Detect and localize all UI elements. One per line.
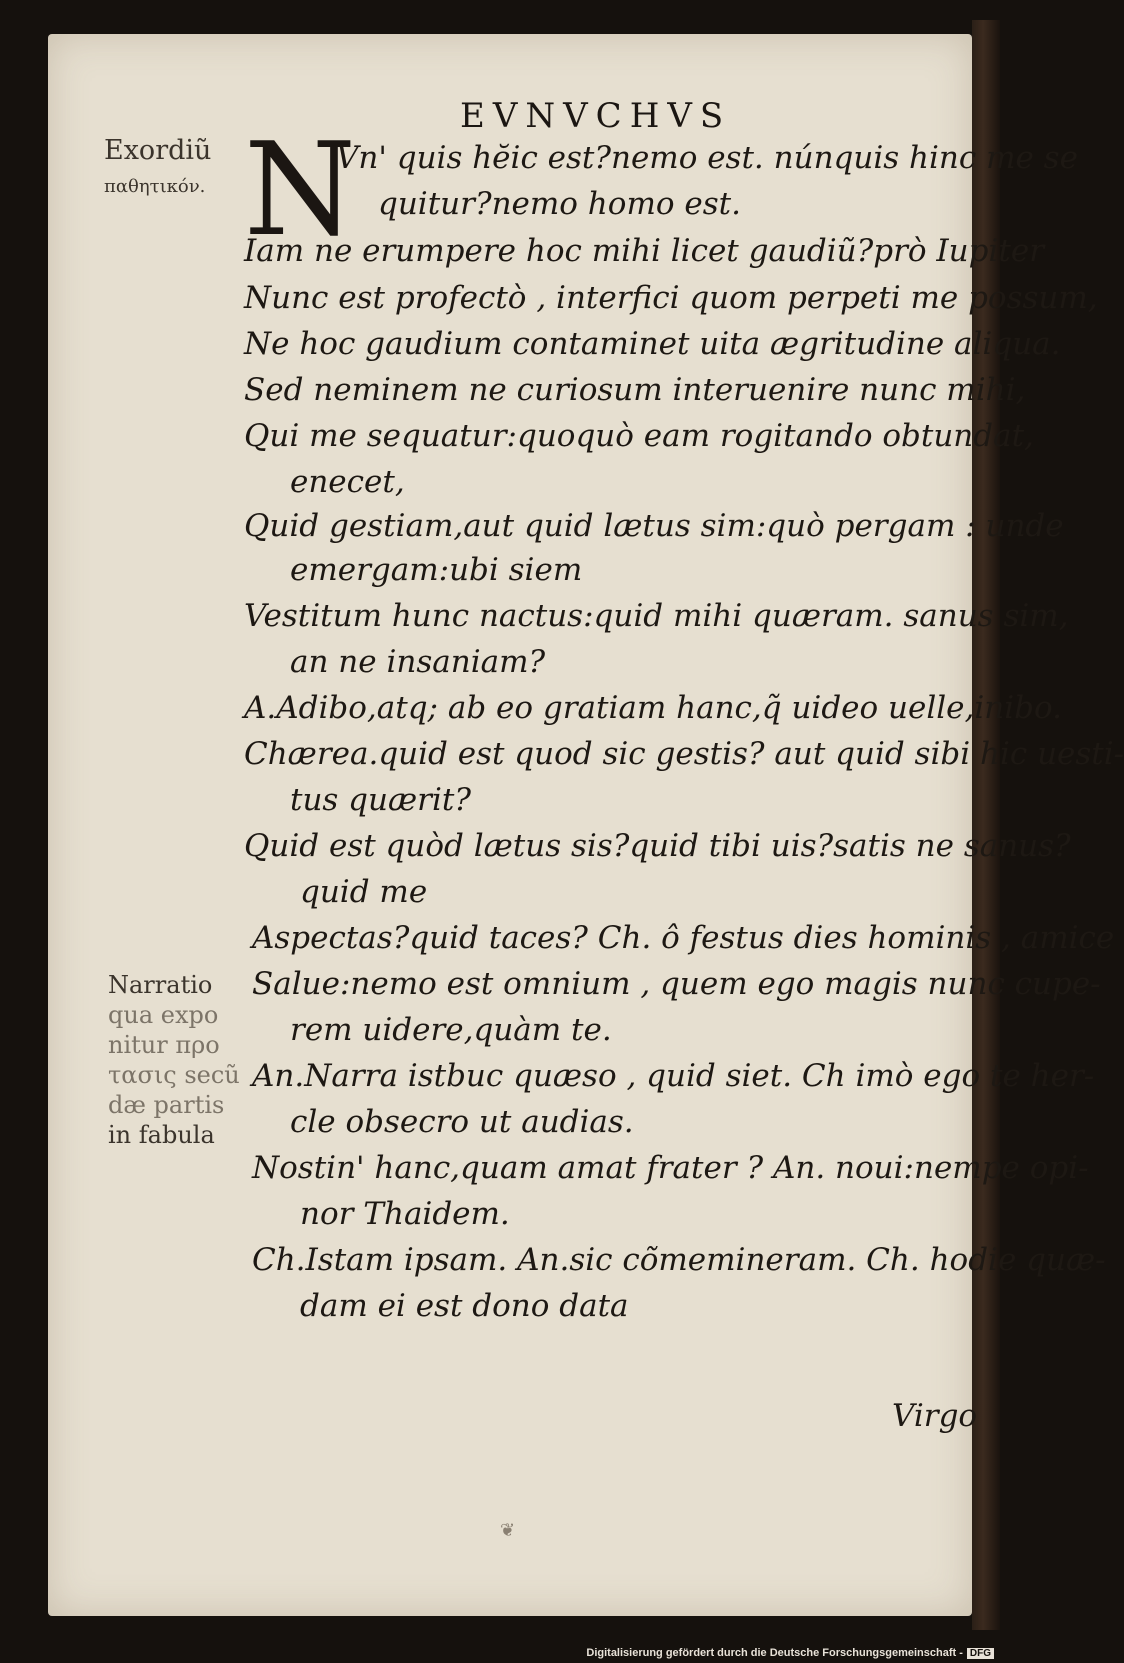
margin-note-narratio-line: qua expo xyxy=(108,1001,219,1029)
text-line: dam ei est dono data xyxy=(300,1288,629,1324)
text-line: Quid gestiam,aut quid lætus sim:quò pergam : unde xyxy=(244,508,1064,544)
book-page xyxy=(48,34,972,1616)
margin-note-narratio: Narratio xyxy=(108,971,213,999)
dfg-logo-icon: DFG xyxy=(967,1648,994,1659)
text-line: Iam ne erumpere hoc mihi licet gaudiũ?prò Iupiter xyxy=(244,233,1045,269)
text-line: rem uidere,quàm te. xyxy=(290,1012,612,1048)
text-line: Chærea.quid est quod sic gestis? aut quid sibi hic uesti- xyxy=(244,736,1124,772)
text-line: cle obsecro ut audias. xyxy=(290,1104,634,1140)
margin-note-exordium: Exordiũ xyxy=(104,135,212,166)
text-line: quitur?nemo homo est. xyxy=(378,186,741,222)
text-line: enecet, xyxy=(290,464,405,500)
text-line: Vn' quis hĕic est?nemo est. núnquis hinc me se xyxy=(336,140,1078,176)
text-line: Ne hoc gaudium contaminet uita ægritudine aliqua. xyxy=(244,326,1061,362)
text-line: Ch.Istam ipsam. An.sic cõmemineram. Ch. hodie quæ- xyxy=(252,1242,1106,1278)
margin-note-narratio-line: τασις secũ xyxy=(108,1061,240,1089)
text-line: emergam:ubi siem xyxy=(290,552,583,588)
digitization-footer xyxy=(586,1647,994,1659)
running-head: EVNVCHVS xyxy=(460,96,732,136)
text-line: tus quærit? xyxy=(290,782,471,818)
margin-note-exordium-greek: παθητικόν. xyxy=(104,176,206,197)
margin-note-narratio-line: in fabula xyxy=(108,1121,215,1149)
text-line: Aspectas?quid taces? Ch. ô festus dies hominis , amice xyxy=(252,920,1115,956)
text-line: Qui me sequatur:quoquò eam rogitando obtundat, xyxy=(244,418,1034,454)
text-line: an ne insaniam? xyxy=(290,644,546,680)
margin-note-narratio-line: nitur προ xyxy=(108,1031,220,1059)
text-line: Nostin' hanc,quam amat frater ? An. noui:nempe opi- xyxy=(252,1150,1089,1186)
text-line: Sed neminem ne curiosum interuenire nunc mihi, xyxy=(244,372,1026,408)
text-line: Nunc est profectò , interfici quom perpeti me possum, xyxy=(244,280,1098,316)
text-line: quid me xyxy=(300,874,428,910)
text-line: Salue:nemo est omnium , quem ego magis nunc cupe- xyxy=(252,966,1101,1002)
margin-note-narratio-line: dæ partis xyxy=(108,1091,225,1119)
drop-cap: N xyxy=(244,116,356,265)
text-line: Quid est quòd lætus sis?quid tibi uis?satis ne sanus? xyxy=(244,828,1071,864)
catchword: Virgo xyxy=(892,1398,978,1434)
text-line: A.Adibo,atq; ab eo gratiam hanc,q̃ uideo uelle,inibo. xyxy=(244,690,1062,726)
text-line: An.Narra istbuc quæso , quid siet. Ch imò ego te her- xyxy=(252,1058,1095,1094)
text-line: nor Thaidem. xyxy=(300,1196,510,1232)
text-line: Vestitum hunc nactus:quid mihi quæram. sanus sim, xyxy=(244,598,1069,634)
ornament-icon: ❦ xyxy=(500,1520,516,1541)
footer-text: Digitalisierung gefördert durch die Deutsche Forschungsgemeinschaft - xyxy=(586,1647,963,1659)
